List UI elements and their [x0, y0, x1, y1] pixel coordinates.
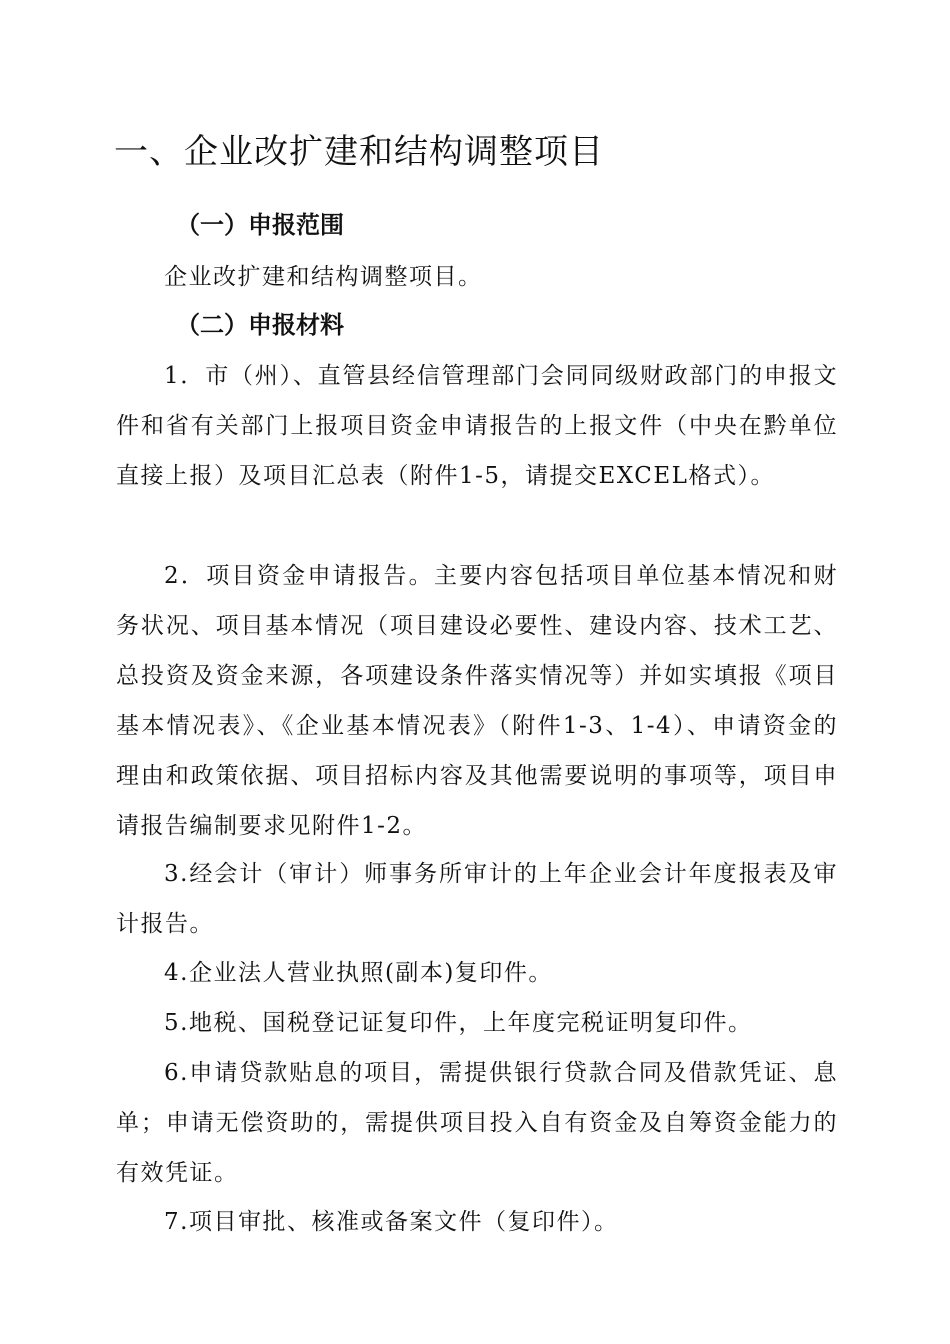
material-item-5: 5.地税、国税登记证复印件，上年度完税证明复印件。	[164, 1010, 753, 1036]
material-item-3: 3.经会计（审计）师事务所审计的上年企业会计年度报表及审计报告。	[116, 861, 838, 937]
main-heading: 一、企业改扩建和结构调整项目	[114, 132, 604, 172]
section-title-materials: （二）申报材料	[176, 311, 344, 339]
material-item-7: 7.项目审批、核准或备案文件（复印件）。	[164, 1209, 619, 1235]
material-item-2: 2．项目资金申请报告。主要内容包括项目单位基本情况和财务状况、项目基本情况（项目建设必要性、建设内容、技术工艺、总投资及资金来源，各项建设条件落实情况等）并如实填报《项目基本情况表》、《企业基本情况表》（附件1-3、1-4）、申请资金的理由和政策依据、项目招标内容及其他需要说明的事项等，项目申请报告编制要求见附件1-2。	[116, 563, 838, 839]
material-item-6: 6.申请贷款贴息的项目，需提供银行贷款合同及借款凭证、息单；申请无偿资助的，需提供项目投入自有资金及自筹资金能力的有效凭证。	[116, 1060, 838, 1186]
section-title-scope: （一）申报范围	[176, 211, 344, 239]
material-item-1: 1．市（州）、直管县经信管理部门会同同级财政部门的申报文件和省有关部门上报项目资金申请报告的上报文件（中央在黔单位直接上报）及项目汇总表（附件1-5，请提交EXCEL格式）。	[116, 363, 838, 489]
material-item-4: 4.企业法人营业执照(副本)复印件。	[164, 960, 553, 986]
scope-paragraph: 企业改扩建和结构调整项目。	[164, 264, 483, 290]
